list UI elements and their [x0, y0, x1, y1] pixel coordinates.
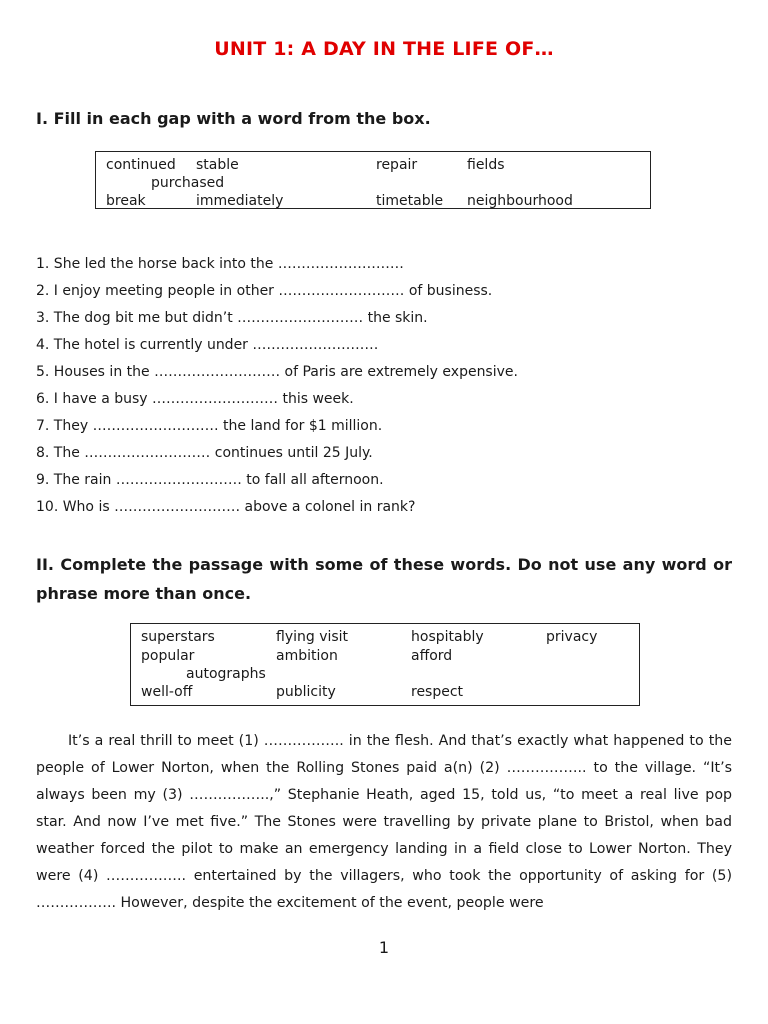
- question-item: 9. The rain ……………………… to fall all afternoon.: [36, 472, 384, 488]
- word-box-2-word: publicity: [276, 684, 336, 700]
- word-box-1-word: break: [106, 193, 146, 209]
- word-box-2: [130, 623, 640, 706]
- question-item: 7. They ……………………… the land for $1 million.: [36, 418, 383, 434]
- question-item: 6. I have a busy ……………………… this week.: [36, 391, 354, 407]
- word-box-2-word: afford: [411, 648, 453, 664]
- word-box-1-word: timetable: [376, 193, 444, 209]
- word-box-1-word: continued: [106, 157, 176, 173]
- word-box-2-word: hospitably: [411, 629, 484, 645]
- question-item: 1. She led the horse back into the ………………………: [36, 256, 404, 272]
- word-box-2-word: flying visit: [276, 629, 349, 645]
- question-item: 4. The hotel is currently under ………………………: [36, 337, 379, 353]
- section2-heading: II. Complete the passage with some of these words. Do not use any word or phrase more than once.: [36, 555, 732, 603]
- word-box-2-word: autographs: [186, 666, 266, 682]
- word-box-2-word: superstars: [141, 629, 215, 645]
- word-box-1: [95, 151, 651, 209]
- question-item: 10. Who is ……………………… above a colonel in rank?: [36, 499, 416, 515]
- word-box-1-word: stable: [196, 157, 239, 173]
- question-item: 8. The ……………………… continues until 25 July.: [36, 445, 373, 461]
- word-box-2-word: privacy: [546, 629, 598, 645]
- word-box-2-word: well-off: [141, 684, 193, 700]
- word-box-1-word: fields: [467, 157, 505, 173]
- question-item: 2. I enjoy meeting people in other ……………………… of business.: [36, 283, 493, 299]
- section1-heading: I. Fill in each gap with a word from the box.: [36, 109, 431, 128]
- word-box-2-word: respect: [411, 684, 464, 700]
- question-item: 5. Houses in the ……………………… of Paris are extremely expensive.: [36, 364, 518, 380]
- reading-passage: It’s a real thrill to meet (1) …………….. in the flesh. And that’s exactly what happened to the people of Lower Norton, when the Rolling Stones paid a(n) (2) …………….. to the village. “It’s always been my (3) ……………..,” Stephanie Heath, aged 15, told us, “to meet a real live pop star. And now I’ve met five.” The Stones were travelling by private plane to Bristol, when bad weather forced the pilot to make an emergency landing in a field close to Lower Norton. They were (4) …………….. entertained by the villagers, who took the opportunity of asking for (5) …………….. However, despite the excitement of the event, people were: [36, 733, 732, 911]
- question-item: 3. The dog bit me but didn’t ……………………… the skin.: [36, 310, 428, 326]
- word-box-1-word: purchased: [151, 175, 225, 191]
- word-box-2-word: popular: [141, 648, 195, 664]
- word-box-2-word: ambition: [276, 648, 338, 664]
- page-number: 1: [378, 938, 390, 957]
- word-box-1-word: neighbourhood: [467, 193, 573, 209]
- word-box-1-word: repair: [376, 157, 418, 173]
- word-box-1-word: immediately: [196, 193, 284, 209]
- page-title: UNIT 1: A DAY IN THE LIFE OF…: [214, 38, 554, 60]
